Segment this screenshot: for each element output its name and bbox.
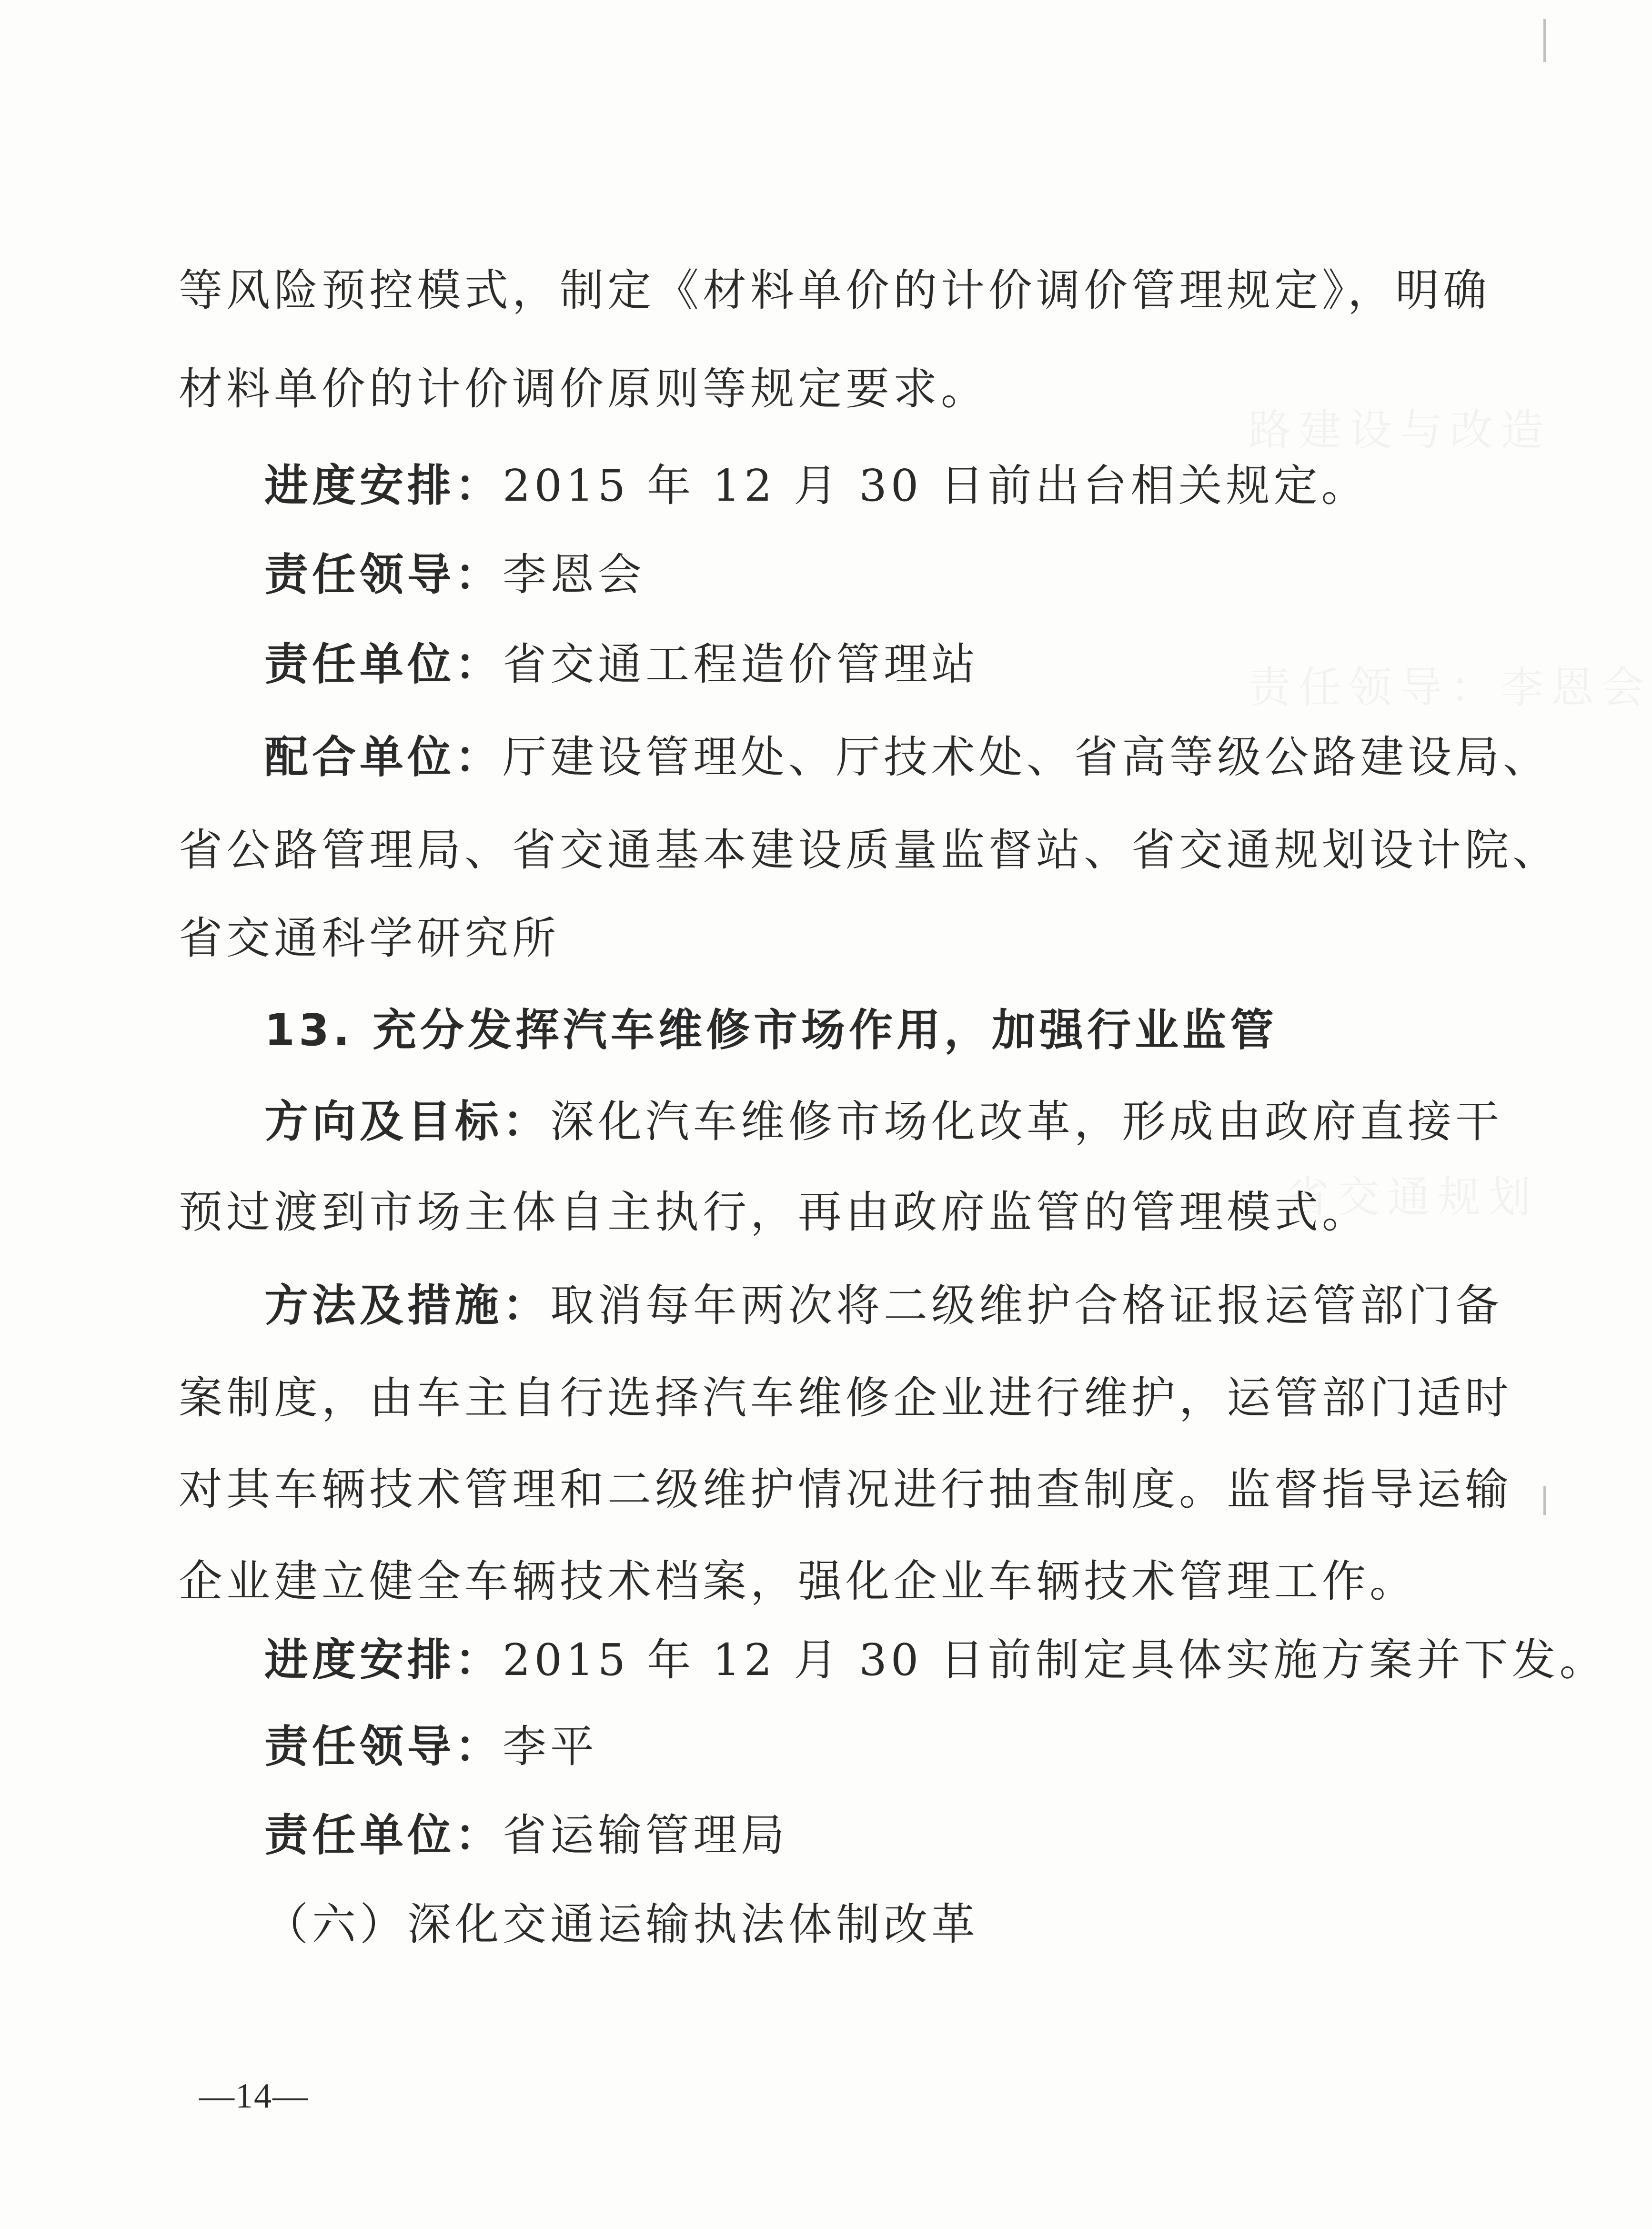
leader-text: 李平 xyxy=(503,1721,598,1772)
item-13-heading: 13. 充分发挥汽车维修市场作用，加强行业监管 xyxy=(264,1005,1278,1056)
unit-label: 责任单位： xyxy=(264,639,503,690)
unit-text: 省交通工程造价管理站 xyxy=(503,639,979,690)
method-line xyxy=(264,1280,1503,1332)
schedule-text: 2015 年 12 月 30 日前出台相关规定。 xyxy=(503,460,1369,511)
schedule-text: 2015 年 12 月 30 日前制定具体实施方案并下发。 xyxy=(503,1634,1607,1685)
schedule-line xyxy=(264,460,1369,512)
coop-label: 配合单位： xyxy=(264,732,503,783)
scan-edge-mark xyxy=(1543,1486,1546,1515)
goal-label: 方向及目标： xyxy=(264,1096,551,1147)
body-line: 企业建立健全车辆技术档案，强化企业车辆技术管理工作。 xyxy=(179,1556,1418,1607)
bleed-through: 省交通规划 xyxy=(1286,1172,1539,1222)
body-line: 案制度，由车主自行选择汽车维修企业进行维护，运管部门适时 xyxy=(179,1372,1513,1423)
coop-line xyxy=(264,731,1551,784)
leader-label: 责任领导： xyxy=(264,1721,503,1772)
leader-label: 责任领导： xyxy=(264,549,503,600)
schedule-line xyxy=(264,1634,1607,1686)
section-6-heading: （六）深化交通运输执法体制改革 xyxy=(264,1899,979,1950)
leader-text: 李恩会 xyxy=(503,549,646,600)
unit-text: 省运输管理局 xyxy=(503,1810,789,1861)
schedule-label: 进度安排： xyxy=(264,460,503,511)
method-label: 方法及措施： xyxy=(264,1280,551,1331)
body-line: 省交通科学研究所 xyxy=(179,913,560,964)
leader-line xyxy=(264,1721,598,1773)
method-text: 取消每年两次将二级维护合格证报运管部门备 xyxy=(550,1280,1503,1331)
unit-line xyxy=(264,638,979,691)
coop-text: 厅建设管理处、厅技术处、省高等级公路建设局、 xyxy=(503,732,1551,783)
body-line: 等风险预控模式，制定《材料单价的计价调价管理规定》，明确 xyxy=(179,265,1491,316)
bleed-through: 责任领导：李恩会 xyxy=(1248,663,1652,713)
body-line: 对其车辆技术管理和二级维护情况进行抽查制度。监督指导运输 xyxy=(179,1464,1513,1515)
goal-line xyxy=(264,1096,1503,1148)
scan-edge-mark xyxy=(1543,19,1546,62)
body-line: 预过渡到市场主体自主执行，再由政府监管的管理模式。 xyxy=(179,1187,1370,1238)
body-line: 材料单价的计价调价原则等规定要求。 xyxy=(179,363,989,414)
unit-line xyxy=(264,1809,788,1862)
unit-label: 责任单位： xyxy=(264,1810,503,1861)
bleed-through: 路建设与改造 xyxy=(1248,405,1551,455)
goal-text: 深化汽车维修市场化改革，形成由政府直接干 xyxy=(550,1096,1503,1147)
page-number: —14— xyxy=(199,2077,309,2116)
schedule-label: 进度安排： xyxy=(264,1634,503,1685)
leader-line xyxy=(264,549,645,601)
body-line: 省公路管理局、省交通基本建设质量监督站、省交通规划设计院、 xyxy=(179,825,1561,876)
